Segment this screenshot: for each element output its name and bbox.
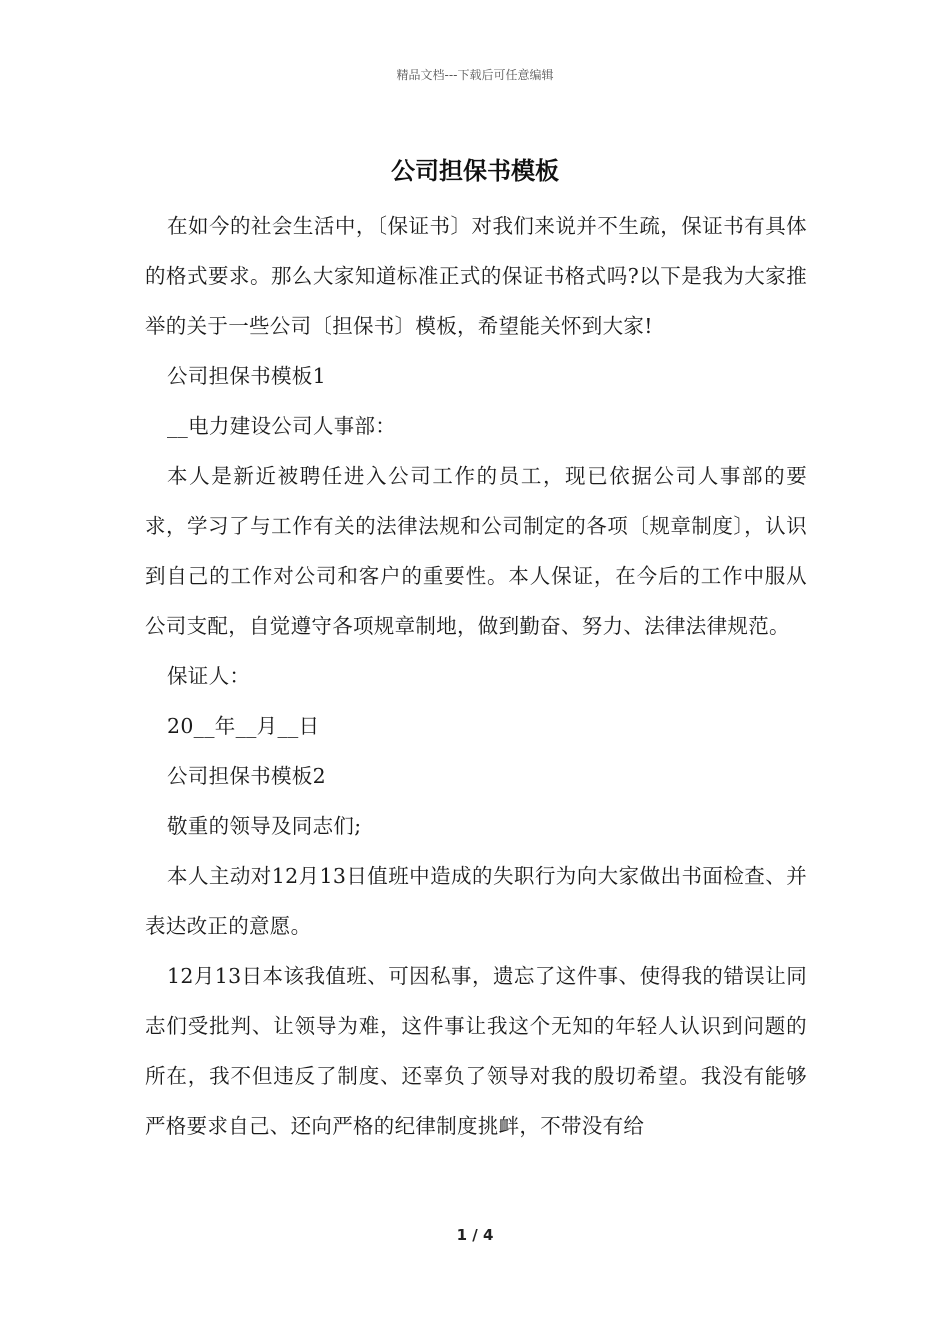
signature-label: 保证人： — [167, 664, 251, 688]
section-heading-2: 公司担保书模板2 — [167, 764, 326, 788]
body-paragraph: 本人主动对12月13日值班中造成的失职行为向大家做出书面检查、并表达改正的意愿。 — [145, 864, 807, 938]
document-title: 公司担保书模板 — [391, 156, 559, 185]
date-line: 20__年__月__日 — [167, 714, 320, 738]
body-paragraph: 12月13日本该我值班、可因私事，遗忘了这件事、使得我的错误让同志们受批判、让领导为难，这件事让我这个无知的年轻人认识到问题的所在，我不但违反了制度、还辜负了领导对我的殷切希望。我没有能够严格要求自己、还向严格的纪律制度挑衅，不带没有给 — [145, 964, 807, 1138]
section-heading-1: 公司担保书模板1 — [167, 364, 326, 388]
page-indicator: 1 / 4 — [456, 1226, 494, 1244]
body-paragraph: 本人是新近被聘任进入公司工作的员工，现已依据公司人事部的要求，学习了与工作有关的法律法规和公司制定的各项〔规章制度〕，认识到自己的工作对公司和客户的重要性。本人保证，在今后的工作中服从公司支配，自觉遵守各项规章制地，做到勤奋、努力、法律法律规范。 — [145, 464, 807, 638]
intro-paragraph: 在如今的社会生活中，〔保证书〕对我们来说并不生疏，保证书有具体的格式要求。那么大家知道标准正式的保证书格式吗?以下是我为大家推举的关于一些公司〔担保书〕模板，希望能关怀到大家! — [145, 214, 807, 338]
page-header: 精品文档---下载后可任意编辑 — [396, 68, 554, 82]
salutation-line: 敬重的领导及同志们; — [167, 814, 362, 838]
document-body — [145, 201, 807, 1151]
addressee-line: __电力建设公司人事部： — [167, 414, 397, 438]
